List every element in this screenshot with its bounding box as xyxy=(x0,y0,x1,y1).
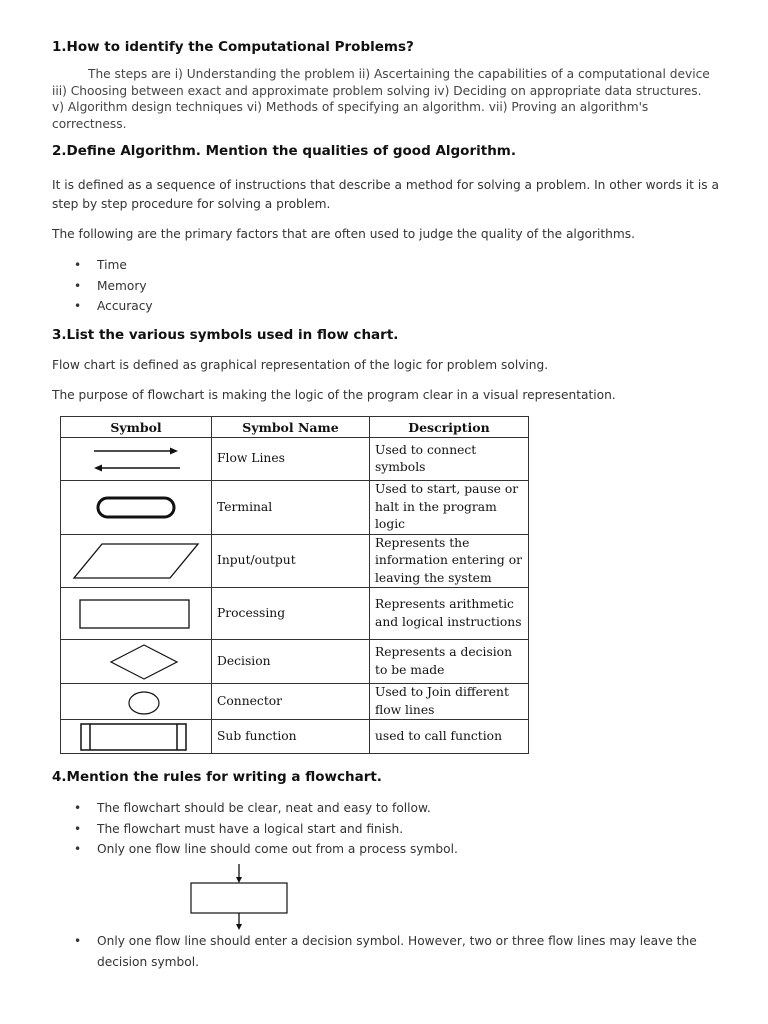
circle-icon xyxy=(66,687,206,717)
q2-heading: 2.Define Algorithm. Mention the qualities of good Algorithm. xyxy=(52,143,516,159)
symbol-description: Used to start, pause or halt in the program logic xyxy=(370,481,529,535)
symbol-description: Used to Join different flow lines xyxy=(370,684,529,720)
symbol-name: Decision xyxy=(212,640,370,684)
symbol-cell xyxy=(61,588,212,640)
symbol-name: Terminal xyxy=(212,481,370,535)
symbol-name: Connector xyxy=(212,684,370,720)
symbol-description: Represents a decision to be made xyxy=(370,640,529,684)
terminal-oval-icon xyxy=(91,492,181,522)
rectangle-icon xyxy=(66,597,206,631)
symbol-cell xyxy=(61,481,212,535)
symbol-name: Flow Lines xyxy=(212,438,370,481)
table-row xyxy=(61,588,529,640)
q2-factors-intro: The following are the primary factors that are often used to judge the quality of the algorithms. xyxy=(52,227,636,241)
flow-lines-icon xyxy=(86,441,186,477)
list-item: • Memory xyxy=(52,276,153,297)
header-symbol-name: Symbol Name xyxy=(212,417,370,438)
q2-factors-list xyxy=(52,255,153,317)
flowchart-symbols-table xyxy=(60,416,529,754)
symbol-name: Sub function xyxy=(212,720,370,754)
symbol-name: Processing xyxy=(212,588,370,640)
symbol-cell xyxy=(61,534,212,588)
table-row xyxy=(61,481,529,535)
list-item: • The flowchart should be clear, neat and easy to follow. xyxy=(52,798,458,819)
list-item: • The flowchart must have a logical start and finish. xyxy=(52,819,458,840)
parallelogram-icon xyxy=(66,541,206,581)
list-item: • Time xyxy=(52,255,153,276)
header-description: Description xyxy=(370,417,529,438)
symbol-description: Used to connect symbols xyxy=(370,438,529,481)
symbol-description: Represents arithmetic and logical instructions xyxy=(370,588,529,640)
table-row xyxy=(61,438,529,481)
diamond-icon xyxy=(66,642,206,682)
process-symbol-example-diagram xyxy=(186,862,296,932)
table-header-row xyxy=(61,417,529,438)
symbol-description: used to call function xyxy=(370,720,529,754)
q4-rules-list-continued xyxy=(52,931,737,972)
q1-body xyxy=(52,66,712,132)
list-item: • Accuracy xyxy=(52,296,153,317)
header-symbol: Symbol xyxy=(61,417,212,438)
table-row xyxy=(61,640,529,684)
q3-purpose: The purpose of flowchart is making the logic of the program clear in a visual representation. xyxy=(52,388,616,402)
q1-heading: 1.How to identify the Computational Problems? xyxy=(52,39,414,55)
symbol-description: Represents the information entering or leaving the system xyxy=(370,534,529,588)
q4-heading: 4.Mention the rules for writing a flowchart. xyxy=(52,769,382,785)
table-row xyxy=(61,720,529,754)
q3-heading: 3.List the various symbols used in flow chart. xyxy=(52,327,399,343)
q2-definition: It is defined as a sequence of instructions that describe a method for solving a problem. In other words it is a step by step procedure for solving a problem. xyxy=(52,178,719,211)
double-sided-rectangle-icon xyxy=(61,722,211,752)
table-row xyxy=(61,684,529,720)
q4-rules-list xyxy=(52,798,458,860)
symbol-cell xyxy=(61,438,212,481)
list-item: • Only one flow line should enter a decision symbol. However, two or three flow lines may leave the decision symbol. xyxy=(52,931,737,972)
symbol-name: Input/output xyxy=(212,534,370,588)
q1-body-text: The steps are i) Understanding the problem ii) Ascertaining the capabilities of a computational device iii) Choosing between exact and approximate problem solving iv) Deciding on appropriate data structures. v) Algorithm design techniques vi) Methods of specifying an algorithm. vii) Proving an algorithm's correctness. xyxy=(52,67,710,131)
symbol-cell xyxy=(61,640,212,684)
q3-definition: Flow chart is defined as graphical representation of the logic for problem solving. xyxy=(52,358,549,372)
list-item: • Only one flow line should come out from a process symbol. xyxy=(52,839,458,860)
symbol-cell xyxy=(61,684,212,720)
table-row xyxy=(61,534,529,588)
symbol-cell xyxy=(61,720,212,754)
